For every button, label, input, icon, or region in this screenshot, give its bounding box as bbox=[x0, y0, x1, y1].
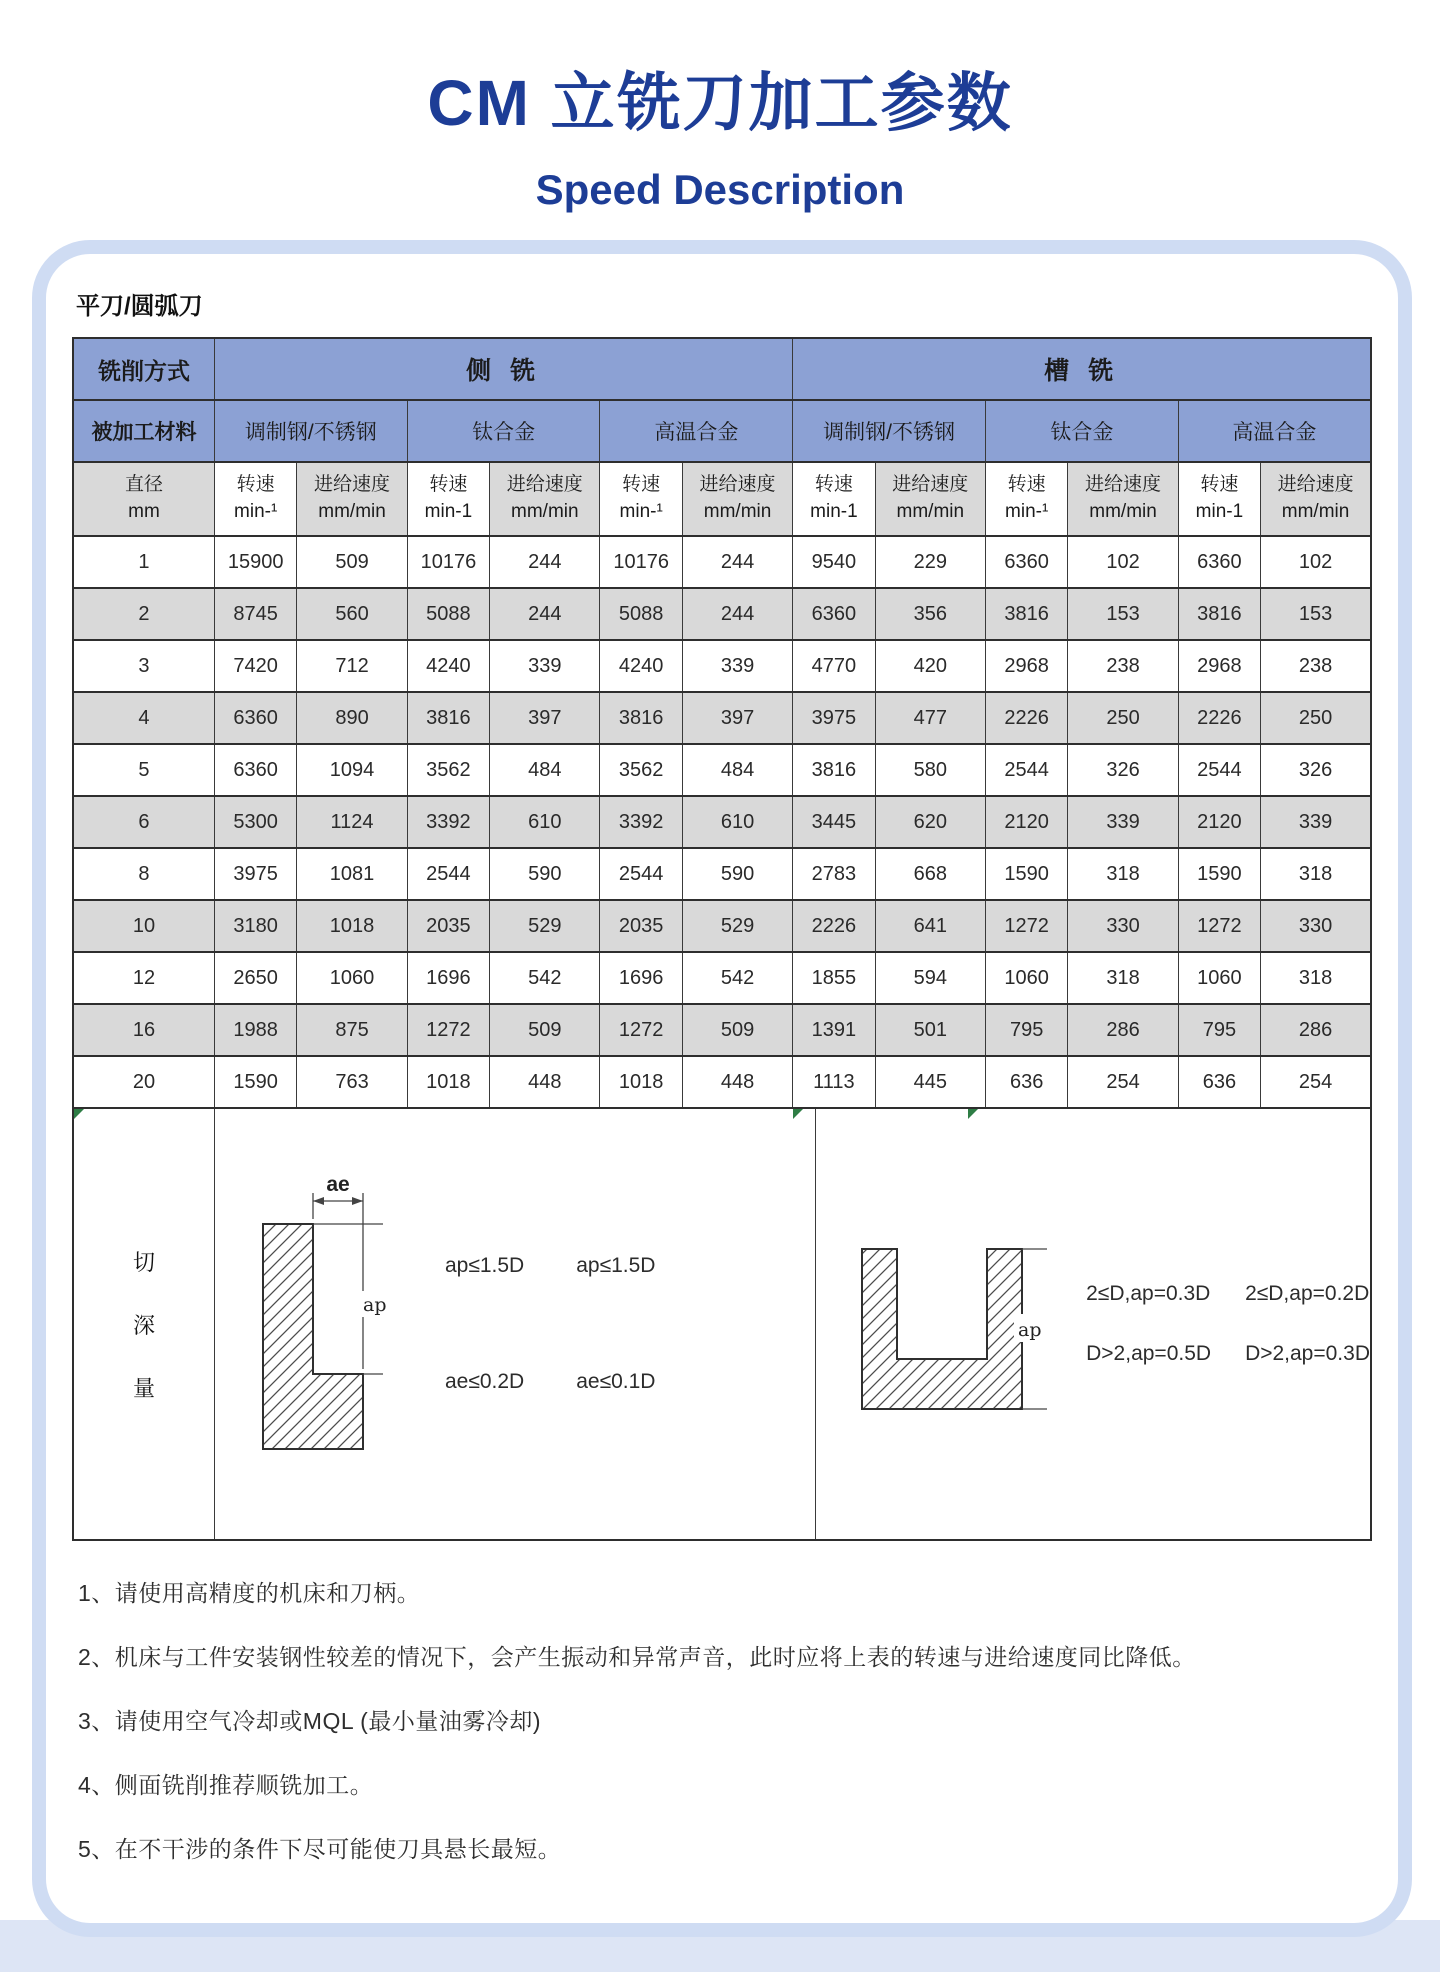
note-item: 4、侧面铣削推荐顺铣加工。 bbox=[78, 1772, 374, 1798]
value-cell: 339 bbox=[490, 640, 600, 692]
diameter-cell: 1 bbox=[73, 536, 214, 588]
limit-text: 2≤D,ap=0.2D bbox=[1245, 1282, 1370, 1305]
slot-milling-cell bbox=[816, 1109, 1370, 1539]
diameter-cell: 8 bbox=[73, 848, 214, 900]
value-cell: 542 bbox=[490, 952, 600, 1004]
value-cell: 244 bbox=[490, 588, 600, 640]
value-cell: 590 bbox=[682, 848, 792, 900]
value-cell: 250 bbox=[1261, 692, 1371, 744]
value-cell: 2650 bbox=[214, 952, 296, 1004]
value-cell: 10176 bbox=[600, 536, 682, 588]
limit-text: ap≤1.5D bbox=[576, 1254, 656, 1277]
value-cell: 339 bbox=[1261, 796, 1371, 848]
value-cell: 3445 bbox=[793, 796, 875, 848]
comment-triangle bbox=[793, 1109, 803, 1119]
value-cell: 668 bbox=[875, 848, 985, 900]
diameter-cell: 2 bbox=[73, 588, 214, 640]
value-cell: 2226 bbox=[793, 900, 875, 952]
material-header: 高温合金 bbox=[600, 400, 793, 462]
ap-dim-label: ap bbox=[362, 1294, 387, 1316]
value-cell: 254 bbox=[1068, 1056, 1178, 1108]
value-cell: 636 bbox=[985, 1056, 1067, 1108]
value-cell: 238 bbox=[1068, 640, 1178, 692]
value-cell: 2544 bbox=[985, 744, 1067, 796]
table-row bbox=[73, 536, 1371, 588]
value-cell: 2120 bbox=[1178, 796, 1260, 848]
value-cell: 795 bbox=[985, 1004, 1067, 1056]
value-cell: 326 bbox=[1068, 744, 1178, 796]
table-row bbox=[73, 848, 1371, 900]
value-cell: 890 bbox=[297, 692, 407, 744]
diameter-cell: 3 bbox=[73, 640, 214, 692]
diameter-cell: 4 bbox=[73, 692, 214, 744]
column-header: 转速 min-1 bbox=[1178, 462, 1260, 536]
value-cell: 238 bbox=[1261, 640, 1371, 692]
column-header: 进给速度 mm/min bbox=[682, 462, 792, 536]
section-header-side-milling: 侧 铣 bbox=[214, 338, 792, 400]
tool-type-label: 平刀/圆弧刀 bbox=[76, 293, 203, 320]
value-cell: 1124 bbox=[297, 796, 407, 848]
cut-depth-section bbox=[72, 1109, 1372, 1541]
slot-mill-limits-col2 bbox=[1245, 1282, 1370, 1366]
table-row bbox=[73, 744, 1371, 796]
note-item: 1、请使用高精度的机床和刀柄。 bbox=[78, 1580, 421, 1606]
value-cell: 318 bbox=[1261, 848, 1371, 900]
note-item: 2、机床与工件安装钢性较差的情况下，会产生振动和异常声音，此时应将上表的转速与进给速度同比降低。 bbox=[78, 1644, 1196, 1670]
value-cell: 477 bbox=[875, 692, 985, 744]
side-mill-diagram bbox=[243, 1179, 393, 1469]
value-cell: 1081 bbox=[297, 848, 407, 900]
value-cell: 636 bbox=[1178, 1056, 1260, 1108]
diameter-cell: 6 bbox=[73, 796, 214, 848]
value-cell: 580 bbox=[875, 744, 985, 796]
value-cell: 2035 bbox=[407, 900, 489, 952]
units-row bbox=[73, 462, 1371, 536]
diameter-cell: 12 bbox=[73, 952, 214, 1004]
column-header: 进给速度 mm/min bbox=[1261, 462, 1371, 536]
value-cell: 484 bbox=[490, 744, 600, 796]
value-cell: 509 bbox=[682, 1004, 792, 1056]
limit-text: ap≤1.5D bbox=[444, 1254, 525, 1277]
value-cell: 448 bbox=[682, 1056, 792, 1108]
value-cell: 244 bbox=[682, 588, 792, 640]
parameter-table bbox=[72, 337, 1372, 1109]
value-cell: 1018 bbox=[407, 1056, 489, 1108]
value-cell: 6360 bbox=[214, 744, 296, 796]
value-cell: 318 bbox=[1261, 952, 1371, 1004]
value-cell: 286 bbox=[1261, 1004, 1371, 1056]
value-cell: 2544 bbox=[1178, 744, 1260, 796]
value-cell: 2783 bbox=[793, 848, 875, 900]
diameter-cell: 10 bbox=[73, 900, 214, 952]
diameter-header-name: 直径 bbox=[124, 474, 163, 496]
value-cell: 509 bbox=[490, 1004, 600, 1056]
column-header: 转速 min-1 bbox=[407, 462, 489, 536]
value-cell: 529 bbox=[682, 900, 792, 952]
table-row bbox=[73, 952, 1371, 1004]
parameter-table-body bbox=[73, 536, 1371, 1108]
column-header: 进给速度 mm/min bbox=[490, 462, 600, 536]
value-cell: 1060 bbox=[297, 952, 407, 1004]
value-cell: 3562 bbox=[600, 744, 682, 796]
value-cell: 445 bbox=[875, 1056, 985, 1108]
note-item: 3、请使用空气冷却或MQL (最小量油雾冷却) bbox=[78, 1708, 541, 1734]
diameter-cell: 20 bbox=[73, 1056, 214, 1108]
table-row bbox=[73, 588, 1371, 640]
value-cell: 501 bbox=[875, 1004, 985, 1056]
value-cell: 3816 bbox=[600, 692, 682, 744]
value-cell: 641 bbox=[875, 900, 985, 952]
comment-triangle bbox=[968, 1109, 978, 1119]
value-cell: 286 bbox=[1068, 1004, 1178, 1056]
table-row bbox=[73, 640, 1371, 692]
value-cell: 1094 bbox=[297, 744, 407, 796]
corner-header: 铣削方式 bbox=[73, 338, 214, 400]
table-row bbox=[73, 692, 1371, 744]
value-cell: 3562 bbox=[407, 744, 489, 796]
value-cell: 1590 bbox=[985, 848, 1067, 900]
value-cell: 2120 bbox=[985, 796, 1067, 848]
value-cell: 6360 bbox=[1178, 536, 1260, 588]
limit-text: D>2,ap=0.3D bbox=[1245, 1342, 1370, 1365]
value-cell: 153 bbox=[1068, 588, 1178, 640]
value-cell: 250 bbox=[1068, 692, 1178, 744]
column-header: 转速 min-¹ bbox=[985, 462, 1067, 536]
value-cell: 229 bbox=[875, 536, 985, 588]
column-header: 转速 min-¹ bbox=[600, 462, 682, 536]
value-cell: 1272 bbox=[407, 1004, 489, 1056]
value-cell: 102 bbox=[1068, 536, 1178, 588]
slot-mill-diagram bbox=[842, 1209, 1052, 1439]
value-cell: 2968 bbox=[985, 640, 1067, 692]
note-item: 5、在不干涉的条件下尽可能使刀具悬长最短。 bbox=[78, 1836, 562, 1862]
material-header: 钛合金 bbox=[407, 400, 600, 462]
milling-mode-row bbox=[73, 338, 1371, 400]
value-cell: 3975 bbox=[793, 692, 875, 744]
material-header: 高温合金 bbox=[1178, 400, 1371, 462]
value-cell: 4770 bbox=[793, 640, 875, 692]
value-cell: 3392 bbox=[407, 796, 489, 848]
value-cell: 318 bbox=[1068, 848, 1178, 900]
value-cell: 763 bbox=[297, 1056, 407, 1108]
table-row bbox=[73, 1056, 1371, 1108]
value-cell: 1855 bbox=[793, 952, 875, 1004]
ap-dim-label: ap bbox=[1018, 1319, 1042, 1341]
value-cell: 2035 bbox=[600, 900, 682, 952]
value-cell: 560 bbox=[297, 588, 407, 640]
value-cell: 397 bbox=[682, 692, 792, 744]
diameter-cell: 5 bbox=[73, 744, 214, 796]
table-row bbox=[73, 1004, 1371, 1056]
value-cell: 5300 bbox=[214, 796, 296, 848]
limit-text: 2≤D,ap=0.3D bbox=[1086, 1282, 1211, 1305]
value-cell: 1590 bbox=[214, 1056, 296, 1108]
slot-mill-limits-col1 bbox=[1086, 1282, 1211, 1366]
value-cell: 1696 bbox=[600, 952, 682, 1004]
material-header: 调制钢/不锈钢 bbox=[214, 400, 407, 462]
value-cell: 1590 bbox=[1178, 848, 1260, 900]
value-cell: 244 bbox=[490, 536, 600, 588]
column-header: 转速 min-1 bbox=[793, 462, 875, 536]
section-header-slot-milling: 槽 铣 bbox=[793, 338, 1371, 400]
value-cell: 1696 bbox=[407, 952, 489, 1004]
value-cell: 620 bbox=[875, 796, 985, 848]
value-cell: 10176 bbox=[407, 536, 489, 588]
value-cell: 1018 bbox=[600, 1056, 682, 1108]
material-header: 钛合金 bbox=[985, 400, 1178, 462]
value-cell: 795 bbox=[1178, 1004, 1260, 1056]
value-cell: 102 bbox=[1261, 536, 1371, 588]
value-cell: 509 bbox=[297, 536, 407, 588]
comment-triangle bbox=[74, 1109, 84, 1119]
value-cell: 590 bbox=[490, 848, 600, 900]
column-header: 进给速度 mm/min bbox=[297, 462, 407, 536]
value-cell: 330 bbox=[1068, 900, 1178, 952]
value-cell: 875 bbox=[297, 1004, 407, 1056]
value-cell: 1018 bbox=[297, 900, 407, 952]
value-cell: 2226 bbox=[985, 692, 1067, 744]
value-cell: 1988 bbox=[214, 1004, 296, 1056]
value-cell: 610 bbox=[682, 796, 792, 848]
value-cell: 244 bbox=[682, 536, 792, 588]
limit-text: ae≤0.1D bbox=[576, 1370, 656, 1393]
value-cell: 542 bbox=[682, 952, 792, 1004]
value-cell: 356 bbox=[875, 588, 985, 640]
side-mill-limits-col2 bbox=[576, 1254, 655, 1394]
ae-dim-label: ae bbox=[326, 1179, 350, 1196]
value-cell: 9540 bbox=[793, 536, 875, 588]
value-cell: 2226 bbox=[1178, 692, 1260, 744]
value-cell: 2968 bbox=[1178, 640, 1260, 692]
value-cell: 3816 bbox=[985, 588, 1067, 640]
page-title: CM 立铣刀加工参数 bbox=[427, 67, 1013, 139]
value-cell: 8745 bbox=[214, 588, 296, 640]
value-cell: 1272 bbox=[600, 1004, 682, 1056]
diameter-header bbox=[73, 462, 214, 536]
value-cell: 6360 bbox=[214, 692, 296, 744]
column-header: 转速 min-¹ bbox=[214, 462, 296, 536]
value-cell: 2544 bbox=[600, 848, 682, 900]
value-cell: 339 bbox=[1068, 796, 1178, 848]
value-cell: 254 bbox=[1261, 1056, 1371, 1108]
material-row bbox=[73, 400, 1371, 462]
value-cell: 326 bbox=[1261, 744, 1371, 796]
value-cell: 1060 bbox=[1178, 952, 1260, 1004]
limit-text: ae≤0.2D bbox=[444, 1370, 525, 1393]
column-header: 进给速度 mm/min bbox=[875, 462, 985, 536]
page-subtitle: Speed Description bbox=[535, 166, 905, 213]
value-cell: 3180 bbox=[214, 900, 296, 952]
value-cell: 594 bbox=[875, 952, 985, 1004]
diameter-header-unit: mm bbox=[128, 501, 160, 522]
table-row bbox=[73, 900, 1371, 952]
diameter-cell: 16 bbox=[73, 1004, 214, 1056]
value-cell: 3392 bbox=[600, 796, 682, 848]
value-cell: 5088 bbox=[407, 588, 489, 640]
value-cell: 1272 bbox=[985, 900, 1067, 952]
notes bbox=[72, 1541, 1372, 1903]
value-cell: 15900 bbox=[214, 536, 296, 588]
value-cell: 2544 bbox=[407, 848, 489, 900]
value-cell: 1391 bbox=[793, 1004, 875, 1056]
cut-depth-label: 切 深 量 bbox=[74, 1109, 215, 1539]
value-cell: 712 bbox=[297, 640, 407, 692]
material-row-header: 被加工材料 bbox=[73, 400, 214, 462]
value-cell: 153 bbox=[1261, 588, 1371, 640]
value-cell: 318 bbox=[1068, 952, 1178, 1004]
value-cell: 4240 bbox=[407, 640, 489, 692]
limit-text: D>2,ap=0.5D bbox=[1086, 1342, 1212, 1365]
value-cell: 529 bbox=[490, 900, 600, 952]
value-cell: 1060 bbox=[985, 952, 1067, 1004]
value-cell: 3975 bbox=[214, 848, 296, 900]
card bbox=[32, 240, 1412, 1937]
material-header: 调制钢/不锈钢 bbox=[793, 400, 986, 462]
value-cell: 1272 bbox=[1178, 900, 1260, 952]
table-row bbox=[73, 796, 1371, 848]
value-cell: 5088 bbox=[600, 588, 682, 640]
value-cell: 6360 bbox=[793, 588, 875, 640]
value-cell: 610 bbox=[490, 796, 600, 848]
value-cell: 420 bbox=[875, 640, 985, 692]
side-mill-limits-col1 bbox=[445, 1254, 524, 1394]
value-cell: 484 bbox=[682, 744, 792, 796]
value-cell: 7420 bbox=[214, 640, 296, 692]
value-cell: 339 bbox=[682, 640, 792, 692]
value-cell: 330 bbox=[1261, 900, 1371, 952]
column-header: 进给速度 mm/min bbox=[1068, 462, 1178, 536]
value-cell: 448 bbox=[490, 1056, 600, 1108]
value-cell: 3816 bbox=[1178, 588, 1260, 640]
side-milling-cell bbox=[215, 1109, 816, 1539]
value-cell: 1113 bbox=[793, 1056, 875, 1108]
value-cell: 4240 bbox=[600, 640, 682, 692]
value-cell: 3816 bbox=[793, 744, 875, 796]
value-cell: 397 bbox=[490, 692, 600, 744]
value-cell: 3816 bbox=[407, 692, 489, 744]
value-cell: 6360 bbox=[985, 536, 1067, 588]
